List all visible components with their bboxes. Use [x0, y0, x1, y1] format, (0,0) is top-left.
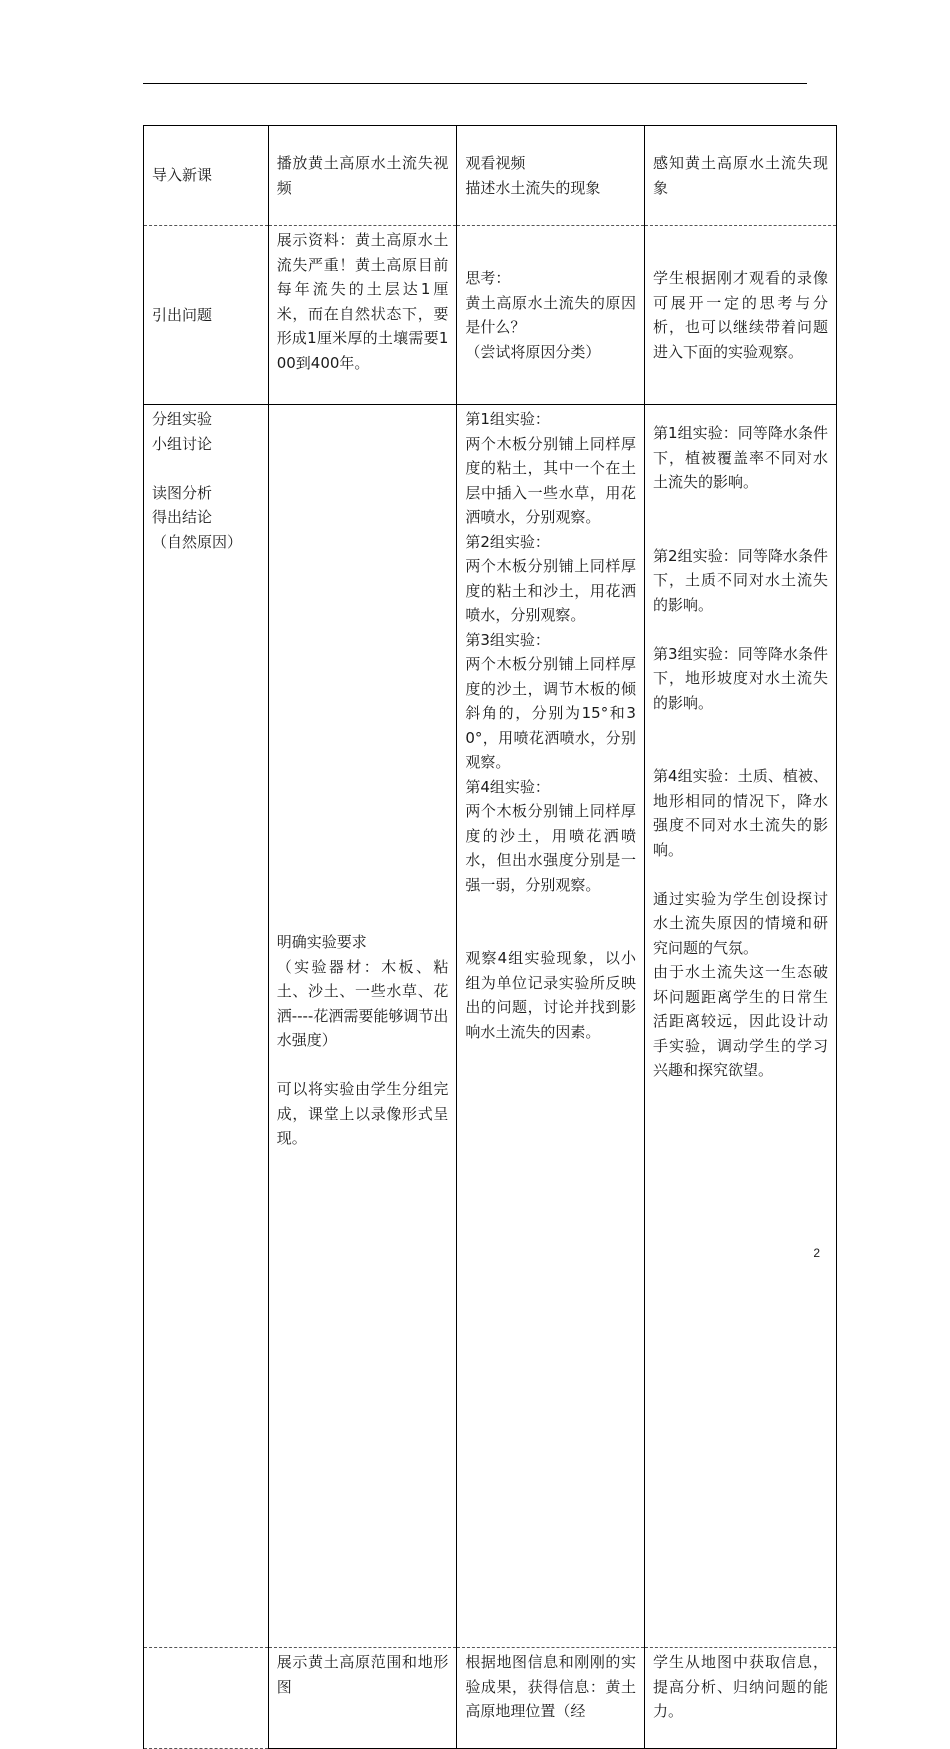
table-row	[144, 126, 837, 226]
student-text: 描述水土流失的现象	[465, 178, 601, 197]
teacher-activity-cell	[268, 405, 457, 1648]
teacher-text: 展示资料：黄土高原水土流失严重！黄土高原目前每年流失的土层达1厘米，而在自然状态下，要形成1厘米厚的土壤需要100到400年。	[276, 231, 449, 372]
student-text: 根据地图信息和刚刚的实验成果，获得信息：黄土高原地理位置（经	[465, 1653, 636, 1720]
header-rule	[143, 83, 807, 84]
teacher-text: 可以将实验由学生分组完成，课堂上以录像形式呈现。	[276, 1080, 449, 1147]
design-intent-cell	[644, 226, 836, 405]
stage-text: 读图分析	[152, 483, 213, 502]
intent-text: 学生根据刚才观看的录像可展开一定的思考与分析，也可以继续带着问题进入下面的实验观察。	[652, 269, 828, 361]
design-intent-cell	[644, 1648, 836, 1749]
intent-text: 通过实验为学生创设探讨水土流失原因的情境和研究问题的气氛。	[652, 889, 828, 957]
table-row	[144, 405, 837, 1648]
stage-cell	[144, 126, 269, 226]
stage-text: 引出问题	[152, 305, 213, 324]
stage-text: 分组实验	[152, 410, 213, 428]
teacher-activity-cell	[268, 1648, 457, 1749]
student-activity-cell	[457, 126, 645, 226]
stage-cell	[144, 1648, 269, 1749]
student-activity-cell	[457, 1648, 645, 1749]
table-row	[144, 1648, 837, 1749]
page-number: 2	[813, 1246, 820, 1260]
stage-cell	[144, 226, 269, 405]
student-text: 观看视频	[465, 154, 526, 172]
student-text: （尝试将原因分类）	[465, 342, 601, 361]
stage-text: 得出结论	[152, 508, 213, 526]
teacher-text: 播放黄土高原水土流失视频	[276, 154, 449, 197]
intent-text: 学生从地图中获取信息，提高分析、归纳问题的能力。	[652, 1653, 828, 1720]
student-text: 第4组实验：	[465, 777, 550, 796]
teacher-text: （实验器材：木板、粘土、沙土、一些水草、花洒----花洒需要能够调节出水强度）	[276, 957, 449, 1049]
intent-text: 由于水土流失这一生态破坏问题距离学生的日常生活距离较远，因此设计动手实验，调动学生的学习兴趣和探究欲望。	[652, 963, 828, 1079]
design-intent-cell	[644, 405, 836, 1648]
student-text: 第3组实验：	[465, 630, 550, 649]
student-text: 思考：	[465, 269, 511, 287]
student-activity-cell	[457, 405, 645, 1648]
student-text: 观察4组实验现象，以小组为单位记录实验所反映出的问题，讨论并找到影响水土流失的因素。	[465, 949, 636, 1041]
intent-text: 第2组实验：同等降水条件下，土质不同对水土流失的影响。	[652, 546, 828, 614]
student-text: 第1组实验：	[465, 410, 550, 428]
table-row	[144, 226, 837, 405]
intent-text: 第4组实验：土质、植被、地形相同的情况下，降水强度不同对水土流失的影响。	[652, 767, 828, 859]
student-text: 黄土高原水土流失的原因是什么？	[465, 293, 636, 336]
stage-cell	[144, 405, 269, 1648]
teacher-activity-cell	[268, 226, 457, 405]
student-text: 两个木板分别铺上同样厚度的沙土，用喷花洒喷水，但出水强度分别是一强一弱，分别观察。	[465, 802, 636, 894]
stage-text: 小组讨论	[152, 434, 213, 453]
intent-text: 第3组实验：同等降水条件下，地形坡度对水土流失的影响。	[652, 644, 828, 712]
teacher-text: 明确实验要求	[276, 933, 367, 951]
stage-text: 导入新课	[152, 166, 213, 185]
student-text: 两个木板分别铺上同样厚度的粘土，其中一个在土层中插入一些水草，用花洒喷水，分别观察。	[465, 434, 636, 526]
student-text: 两个木板分别铺上同样厚度的沙土，调节木板的倾斜角的，分别为15°和30°，用喷花洒喷水，分别观察。	[465, 655, 636, 771]
intent-text: 第1组实验：同等降水条件下，植被覆盖率不同对水土流失的影响。	[652, 424, 828, 491]
student-text: 第2组实验：	[465, 532, 550, 551]
design-intent-cell	[644, 126, 836, 226]
student-activity-cell	[457, 226, 645, 405]
lesson-plan-table	[143, 125, 837, 1749]
stage-text: （自然原因）	[152, 532, 243, 551]
teacher-activity-cell	[268, 126, 457, 226]
teacher-text: 展示黄土高原范围和地形图	[276, 1653, 449, 1696]
student-text: 两个木板分别铺上同样厚度的粘土和沙土，用花洒喷水，分别观察。	[465, 557, 636, 624]
intent-text: 感知黄土高原水土流失现象	[652, 154, 828, 197]
